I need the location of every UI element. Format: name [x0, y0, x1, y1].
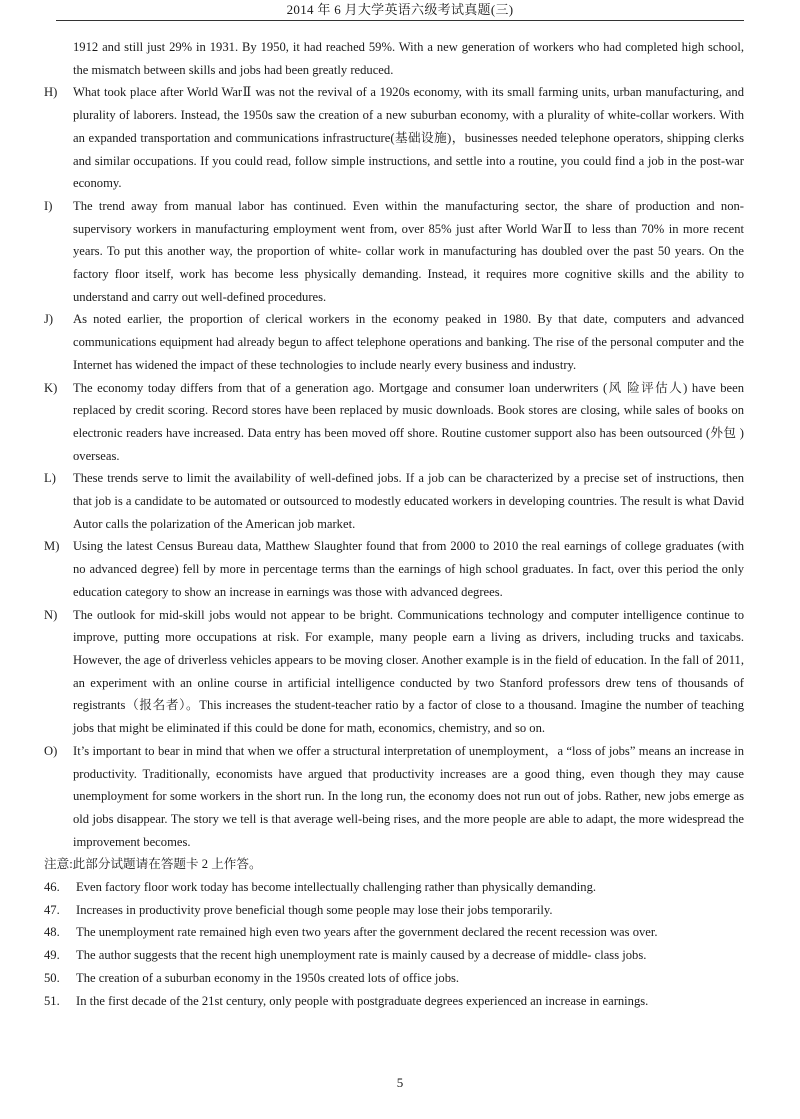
paragraph-label: H)	[44, 85, 58, 100]
question-text: Even factory floor work today has become intellectually challenging rather than physically demanding.	[76, 880, 597, 895]
question-number: 51.	[44, 993, 60, 1008]
question-number: 50.	[44, 970, 60, 985]
paragraph-label: O)	[44, 743, 58, 758]
question-number: 48.	[44, 925, 60, 940]
paragraph-k	[44, 377, 744, 468]
paragraph-label: I)	[44, 198, 53, 213]
paragraph-o	[44, 740, 744, 854]
paragraph-text: Using the latest Census Bureau data, Matthew Slaughter found that from 2000 to 2010 the real earnings of college graduates (with no advanced degree) fell by more in percentage terms than the earnings of high school graduates. In fact, over this period the only education category to show an increase in earnings was those with advanced degrees.	[73, 539, 744, 599]
paragraph-label: N)	[44, 607, 58, 622]
paragraph-text: 1912 and still just 29% in 1931. By 1950, it had reached 59%. With a new generation of workers who had completed high school, the mismatch between skills and jobs had been greatly reduced.	[73, 40, 744, 77]
paragraph-label: L)	[44, 471, 56, 486]
paragraph-h	[44, 81, 744, 195]
paragraph-m	[44, 535, 744, 603]
paragraph-text: The trend away from manual labor has continued. Even within the manufacturing sector, the share of production and non-supervisory workers in manufacturing employment went from, over 85% just after World WarⅡ to less than 70% in more recent years. To put this another way, the proportion of white- collar work in manufacturing has doubled over the past 50 years. On the factory floor itself, work has become less physically demanding. Instead, it requires more cognitive skills and the ability to understand and carry out well-defined procedures.	[73, 198, 744, 304]
question-49	[44, 944, 744, 967]
paragraph-continuation	[44, 36, 744, 81]
paragraph-text: What took place after World WarⅡ was not the revival of a 1920s economy, with its small farming units, urban manufacturing, and plurality of laborers. Instead, the 1950s saw the creation of a new suburban economy, with a plurality of white-collar workers. With an expanded transportation and communications infrastructure(基础设施)，businesses needed telephone operators, shipping clerks and similar occupations. If you could read, follow simple instructions, and settle into a routine, you could find a job in the post-war economy.	[73, 85, 744, 191]
question-46	[44, 876, 744, 899]
paragraph-text: These trends serve to limit the availability of well-defined jobs. If a job can be characterized by a precise set of instructions, then that job is a candidate to be automated or outsourced to modestly educated workers in developing countries. The result is what David Autor calls the polarization of the American job market.	[73, 471, 744, 531]
question-number: 47.	[44, 902, 60, 917]
paragraph-text: As noted earlier, the proportion of clerical workers in the economy peaked in 1980. By that date, computers and advanced communications equipment had already begun to affect telephone operations and banking. The rise of the personal computer and the Internet has widened the impact of these technologies to include nearly every business and industry.	[73, 312, 744, 372]
paragraph-i	[44, 195, 744, 309]
question-text: The creation of a suburban economy in the 1950s created lots of office jobs.	[76, 970, 460, 985]
question-50	[44, 967, 744, 990]
paragraph-label: J)	[44, 312, 54, 327]
question-47	[44, 899, 744, 922]
paragraph-label: M)	[44, 539, 60, 554]
paragraph-text: It’s important to bear in mind that when we offer a structural interpretation of unemployment，a “loss of jobs” means an increase in productivity. Traditionally, economists have argued that productivity increases are a good thing, even though they may cause unemployment for some workers in the short run. In the long run, the economy does not run out of jobs. Rather, new jobs emerge as old jobs disappear. The story we tell is that average well-being rises, and the more people are able to adapt, the more widespread the improvement becomes.	[73, 743, 744, 849]
question-number: 46.	[44, 880, 60, 895]
question-48	[44, 921, 744, 944]
question-text: The author suggests that the recent high unemployment rate is mainly caused by a decrease of middle- class jobs.	[76, 948, 647, 963]
page-number: 5	[396, 1075, 404, 1090]
paragraph-j	[44, 308, 744, 376]
paragraph-l	[44, 467, 744, 535]
paragraph-text: The economy today differs from that of a generation ago. Mortgage and consumer loan underwriters (风 险评估人) have been replaced by credit scoring. Record stores have been replaced by music downloads. Book stores are closing, while sales of books on electronic readers have increased. Data entry has been moved off shore. Routine customer support also has been outsourced (外包 ) overseas.	[73, 380, 744, 463]
question-number: 49.	[44, 948, 60, 963]
question-text: The unemployment rate remained high even two years after the government declared the recent recession was over.	[76, 925, 658, 940]
paragraph-text: The outlook for mid-skill jobs would not appear to be bright. Communications technology and computer intelligence continue to improve, putting more occupations at risk. For example, many people earn a living as drivers, including trucks and taxicabs. However, the age of driverless vehicles appears to be moving closer. Another example is in the field of education. In the fall of 2011, an experiment with an online course in artificial intelligence conducted by two Stanford professors drew tens of thousands of registrants（报名者）。This increases the student-teacher ratio by a factor of close to a thousand. Imagine the number of teaching jobs that might be eliminated if this could be done for math, economics, chemistry, and so on.	[73, 607, 744, 736]
question-text: Increases in productivity prove beneficial though some people may lose their jobs temporarily.	[76, 902, 553, 917]
exam-content	[44, 36, 744, 1012]
paragraph-label: K)	[44, 380, 58, 395]
question-text: In the first decade of the 21st century, only people with postgraduate degrees experienced an increase in earnings.	[76, 993, 649, 1008]
answer-sheet-note: 注意:此部分试题请在答题卡 2 上作答。	[44, 857, 262, 872]
page-header: 2014 年 6 月大学英语六级考试真题(三)	[286, 2, 514, 17]
paragraph-n	[44, 604, 744, 740]
question-51	[44, 990, 744, 1013]
header-divider	[56, 20, 744, 21]
